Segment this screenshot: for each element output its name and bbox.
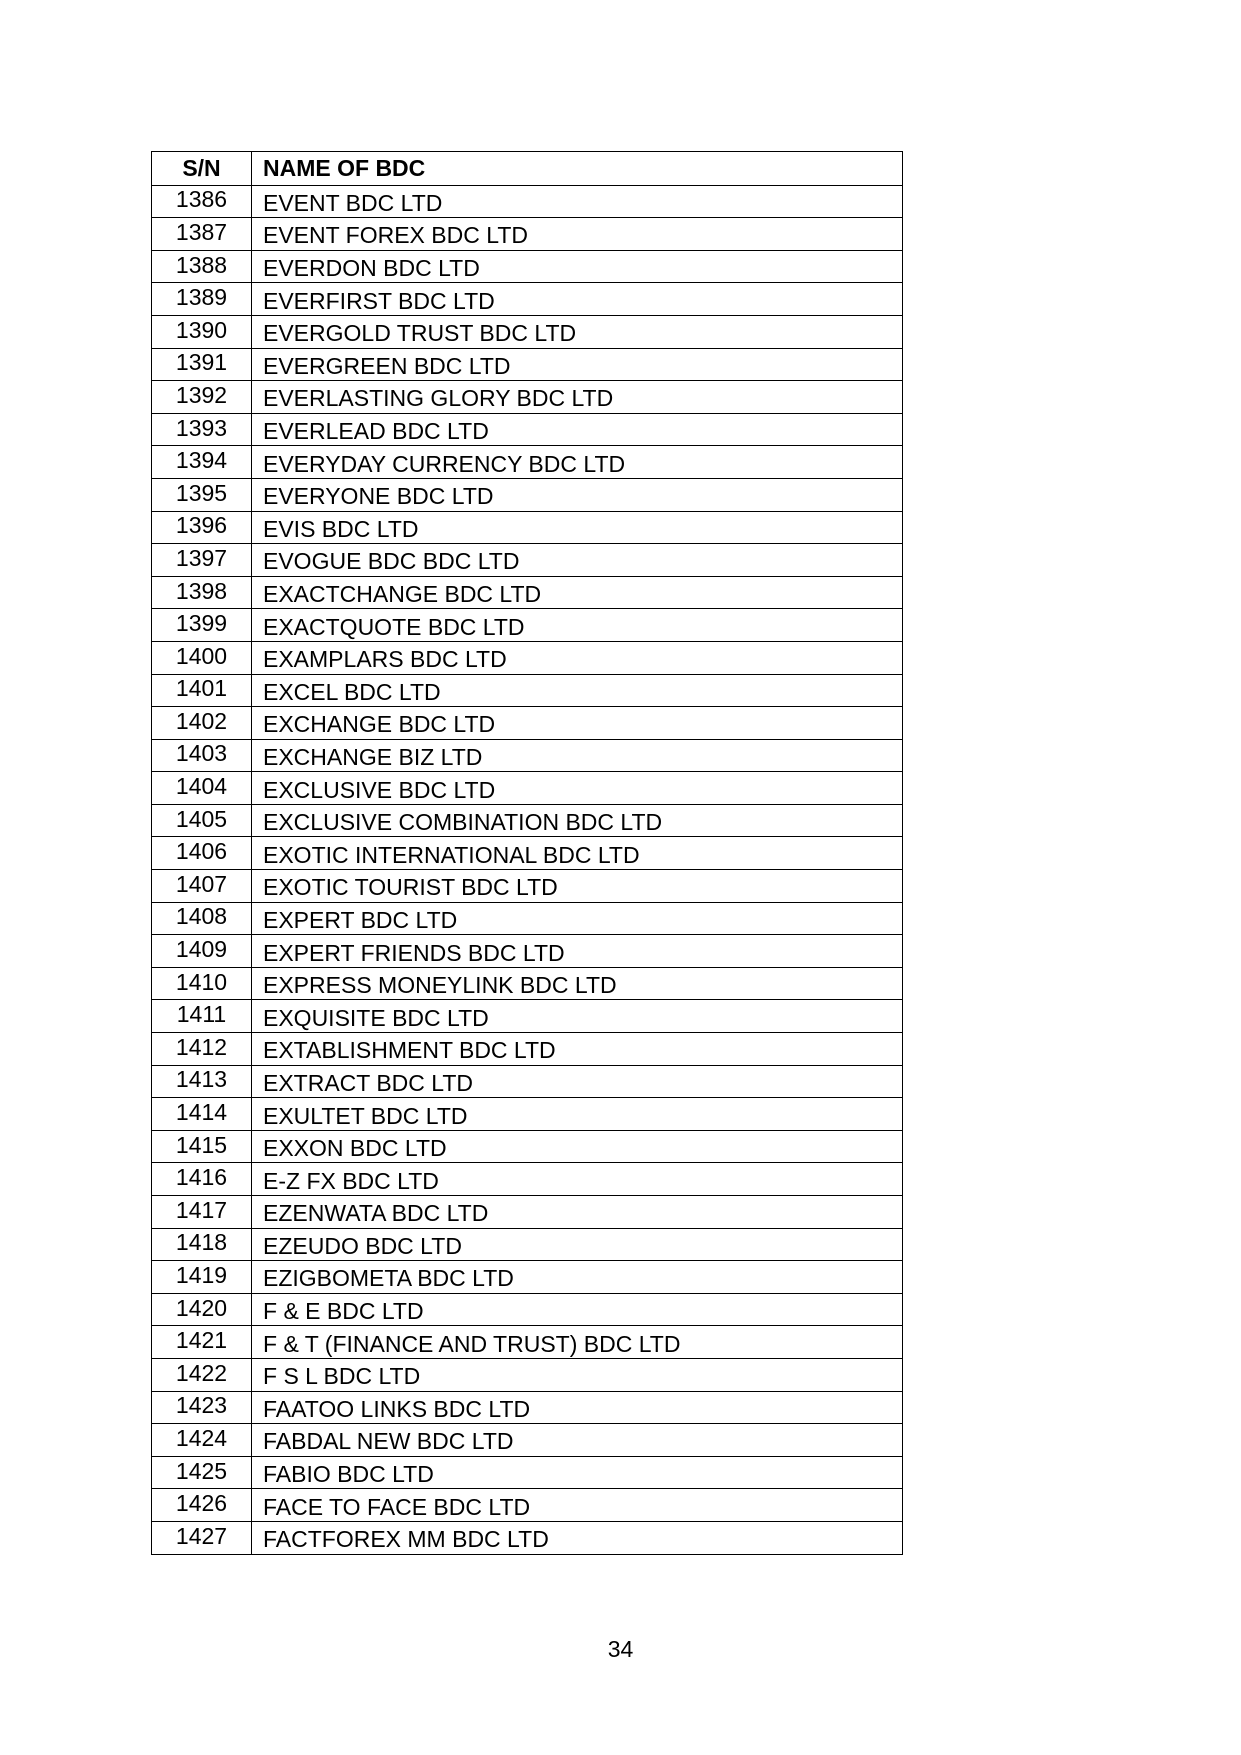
serial-number-cell: 1422 bbox=[152, 1358, 252, 1391]
serial-number-cell: 1406 bbox=[152, 837, 252, 870]
table-row bbox=[152, 1391, 903, 1424]
table-row bbox=[152, 1521, 903, 1554]
bdc-name-cell: EVERDON BDC LTD bbox=[252, 250, 903, 283]
serial-number-cell: 1415 bbox=[152, 1130, 252, 1163]
bdc-name-cell: EXPRESS MONEYLINK BDC LTD bbox=[252, 967, 903, 1000]
serial-number-cell: 1390 bbox=[152, 315, 252, 348]
bdc-name-cell: EXTRACT BDC LTD bbox=[252, 1065, 903, 1098]
table-row bbox=[152, 1098, 903, 1131]
table-row bbox=[152, 315, 903, 348]
serial-number-cell: 1402 bbox=[152, 707, 252, 740]
bdc-name-cell: F & E BDC LTD bbox=[252, 1293, 903, 1326]
table-row bbox=[152, 511, 903, 544]
table-row bbox=[152, 967, 903, 1000]
bdc-name-cell: F & T (FINANCE AND TRUST) BDC LTD bbox=[252, 1326, 903, 1359]
bdc-name-cell: EZIGBOMETA BDC LTD bbox=[252, 1261, 903, 1294]
table-row bbox=[152, 804, 903, 837]
serial-number-cell: 1425 bbox=[152, 1456, 252, 1489]
bdc-name-cell: EVERLASTING GLORY BDC LTD bbox=[252, 381, 903, 414]
table-row bbox=[152, 1456, 903, 1489]
bdc-name-cell: EXACTQUOTE BDC LTD bbox=[252, 609, 903, 642]
header-row bbox=[152, 152, 903, 186]
bdc-name-cell: EVOGUE BDC BDC LTD bbox=[252, 544, 903, 577]
table-row bbox=[152, 1261, 903, 1294]
table-header bbox=[152, 152, 903, 186]
serial-number-cell: 1391 bbox=[152, 348, 252, 381]
serial-number-cell: 1399 bbox=[152, 609, 252, 642]
name-column-header: NAME OF BDC bbox=[252, 152, 903, 186]
serial-number-cell: 1427 bbox=[152, 1521, 252, 1554]
bdc-name-cell: F S L BDC LTD bbox=[252, 1358, 903, 1391]
serial-number-cell: 1405 bbox=[152, 804, 252, 837]
table-row bbox=[152, 837, 903, 870]
serial-number-cell: 1413 bbox=[152, 1065, 252, 1098]
bdc-name-cell: EXCHANGE BIZ LTD bbox=[252, 739, 903, 772]
serial-number-cell: 1403 bbox=[152, 739, 252, 772]
bdc-name-cell: EXTABLISHMENT BDC LTD bbox=[252, 1033, 903, 1066]
bdc-name-cell: EVERGREEN BDC LTD bbox=[252, 348, 903, 381]
serial-number-cell: 1395 bbox=[152, 478, 252, 511]
table-row bbox=[152, 381, 903, 414]
serial-number-cell: 1404 bbox=[152, 772, 252, 805]
table-row bbox=[152, 641, 903, 674]
bdc-name-cell: EXCLUSIVE COMBINATION BDC LTD bbox=[252, 804, 903, 837]
bdc-name-cell: EXOTIC INTERNATIONAL BDC LTD bbox=[252, 837, 903, 870]
serial-number-cell: 1411 bbox=[152, 1000, 252, 1033]
serial-number-cell: 1393 bbox=[152, 413, 252, 446]
table-row bbox=[152, 674, 903, 707]
serial-number-cell: 1423 bbox=[152, 1391, 252, 1424]
page-number: 34 bbox=[607, 1636, 634, 1662]
table-row bbox=[152, 1196, 903, 1229]
serial-number-cell: 1418 bbox=[152, 1228, 252, 1261]
serial-number-cell: 1426 bbox=[152, 1489, 252, 1522]
bdc-name-cell: EXCEL BDC LTD bbox=[252, 674, 903, 707]
bdc-name-cell: EXQUISITE BDC LTD bbox=[252, 1000, 903, 1033]
table-row bbox=[152, 478, 903, 511]
bdc-name-cell: EXACTCHANGE BDC LTD bbox=[252, 576, 903, 609]
bdc-name-cell: EXOTIC TOURIST BDC LTD bbox=[252, 870, 903, 903]
bdc-table bbox=[151, 151, 903, 1555]
serial-number-cell: 1420 bbox=[152, 1293, 252, 1326]
bdc-name-cell: FABIO BDC LTD bbox=[252, 1456, 903, 1489]
serial-number-cell: 1408 bbox=[152, 902, 252, 935]
bdc-name-cell: EVERYDAY CURRENCY BDC LTD bbox=[252, 446, 903, 479]
serial-number-cell: 1387 bbox=[152, 218, 252, 251]
serial-number-cell: 1410 bbox=[152, 967, 252, 1000]
table-row bbox=[152, 1130, 903, 1163]
serial-number-cell: 1388 bbox=[152, 250, 252, 283]
bdc-name-cell: EVENT BDC LTD bbox=[252, 185, 903, 218]
serial-number-cell: 1386 bbox=[152, 185, 252, 218]
bdc-name-cell: EVERFIRST BDC LTD bbox=[252, 283, 903, 316]
table-row bbox=[152, 935, 903, 968]
serial-number-cell: 1409 bbox=[152, 935, 252, 968]
serial-number-cell: 1417 bbox=[152, 1196, 252, 1229]
serial-number-cell: 1392 bbox=[152, 381, 252, 414]
bdc-name-cell: EXPERT BDC LTD bbox=[252, 902, 903, 935]
bdc-name-cell: FACTFOREX MM BDC LTD bbox=[252, 1521, 903, 1554]
table-row bbox=[152, 772, 903, 805]
bdc-name-cell: E-Z FX BDC LTD bbox=[252, 1163, 903, 1196]
table-row bbox=[152, 1065, 903, 1098]
serial-number-cell: 1401 bbox=[152, 674, 252, 707]
serial-number-cell: 1394 bbox=[152, 446, 252, 479]
table-row bbox=[152, 1228, 903, 1261]
bdc-name-cell: EVERLEAD BDC LTD bbox=[252, 413, 903, 446]
table-row bbox=[152, 1033, 903, 1066]
serial-number-cell: 1414 bbox=[152, 1098, 252, 1131]
table-row bbox=[152, 1489, 903, 1522]
table-row bbox=[152, 1358, 903, 1391]
table-row bbox=[152, 348, 903, 381]
table-row bbox=[152, 739, 903, 772]
table-row bbox=[152, 707, 903, 740]
serial-number-cell: 1389 bbox=[152, 283, 252, 316]
serial-number-cell: 1400 bbox=[152, 641, 252, 674]
bdc-name-cell: FABDAL NEW BDC LTD bbox=[252, 1424, 903, 1457]
bdc-name-cell: EXCHANGE BDC LTD bbox=[252, 707, 903, 740]
table-row bbox=[152, 1163, 903, 1196]
bdc-name-cell: FACE TO FACE BDC LTD bbox=[252, 1489, 903, 1522]
table-row bbox=[152, 902, 903, 935]
serial-number-cell: 1424 bbox=[152, 1424, 252, 1457]
sn-column-header: S/N bbox=[152, 152, 252, 186]
bdc-name-cell: EXAMPLARS BDC LTD bbox=[252, 641, 903, 674]
serial-number-cell: 1397 bbox=[152, 544, 252, 577]
table-row bbox=[152, 185, 903, 218]
serial-number-cell: 1416 bbox=[152, 1163, 252, 1196]
bdc-name-cell: EXCLUSIVE BDC LTD bbox=[252, 772, 903, 805]
serial-number-cell: 1421 bbox=[152, 1326, 252, 1359]
bdc-name-cell: FAATOO LINKS BDC LTD bbox=[252, 1391, 903, 1424]
table-row bbox=[152, 446, 903, 479]
bdc-name-cell: EVERYONE BDC LTD bbox=[252, 478, 903, 511]
table-row bbox=[152, 1293, 903, 1326]
bdc-name-cell: EVENT FOREX BDC LTD bbox=[252, 218, 903, 251]
table-row bbox=[152, 283, 903, 316]
table-row bbox=[152, 1326, 903, 1359]
bdc-name-cell: EXXON BDC LTD bbox=[252, 1130, 903, 1163]
bdc-name-cell: EXPERT FRIENDS BDC LTD bbox=[252, 935, 903, 968]
serial-number-cell: 1396 bbox=[152, 511, 252, 544]
table-body bbox=[152, 185, 903, 1554]
serial-number-cell: 1407 bbox=[152, 870, 252, 903]
serial-number-cell: 1412 bbox=[152, 1033, 252, 1066]
serial-number-cell: 1419 bbox=[152, 1261, 252, 1294]
table-row bbox=[152, 609, 903, 642]
bdc-name-cell: EZEUDO BDC LTD bbox=[252, 1228, 903, 1261]
table-row bbox=[152, 250, 903, 283]
bdc-name-cell: EZENWATA BDC LTD bbox=[252, 1196, 903, 1229]
table-row bbox=[152, 1424, 903, 1457]
table-row bbox=[152, 576, 903, 609]
table-row bbox=[152, 1000, 903, 1033]
table-row bbox=[152, 413, 903, 446]
table-row bbox=[152, 870, 903, 903]
table-row bbox=[152, 544, 903, 577]
table-row bbox=[152, 218, 903, 251]
serial-number-cell: 1398 bbox=[152, 576, 252, 609]
bdc-name-cell: EVIS BDC LTD bbox=[252, 511, 903, 544]
bdc-name-cell: EXULTET BDC LTD bbox=[252, 1098, 903, 1131]
bdc-name-cell: EVERGOLD TRUST BDC LTD bbox=[252, 315, 903, 348]
